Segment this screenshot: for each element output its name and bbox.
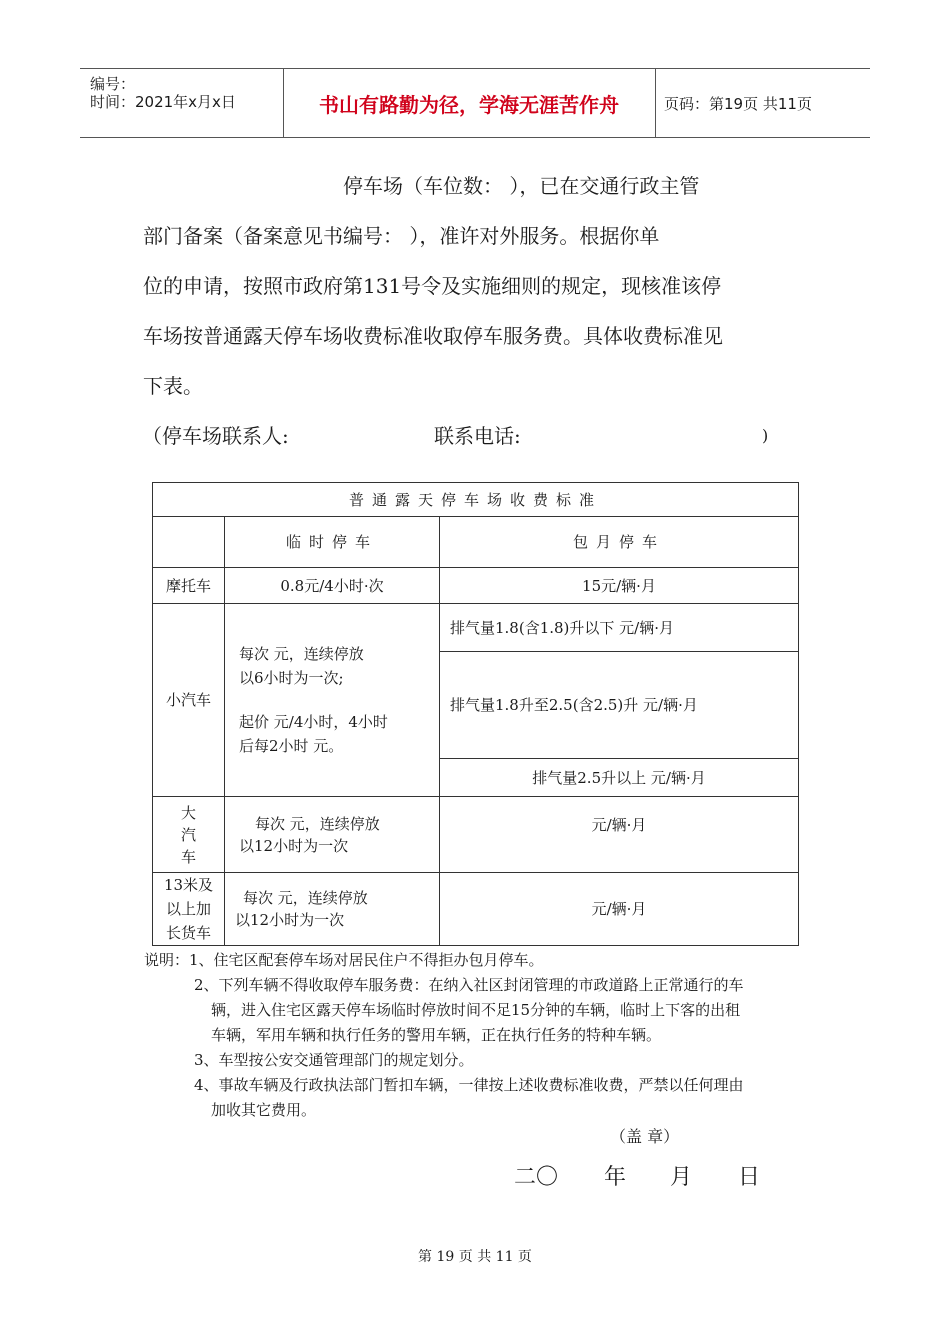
note-2-line-1: 2、下列车辆不得收取停车服务费：在纳入社区封闭管理的市政道路上正常通行的车 (194, 976, 744, 994)
note-4-line-2: 加收其它费用。 (211, 1101, 317, 1119)
truck-label-2: 以上加 (165, 900, 211, 918)
body-line-1: 停车场（车位数： ），已在交通行政主管 (343, 174, 700, 198)
seal-placeholder: （盖 章） (610, 1127, 680, 1146)
document-date: 时间：2021年x月x日 (90, 93, 236, 111)
date-day: 日 (738, 1165, 761, 1190)
bus-label-1: 大 (180, 803, 196, 822)
car-temp-line-4: 后每2小时 元。 (239, 737, 344, 755)
note-4-line-1: 4、事故车辆及行政执法部门暂扣车辆，一律按上述收费标准收费，严禁以任何理由 (194, 1076, 744, 1094)
col-header-temporary: 临时停车 (285, 533, 378, 551)
header-page-info: 页码：第19页 共11页 (664, 94, 812, 113)
motorcycle-temp-fee: 0.8元/4小时·次 (280, 576, 384, 595)
date-month: 月 (670, 1165, 693, 1190)
body-line-4: 车场按普通露天停车场收费标准收取停车服务费。具体收费标准见 (143, 324, 723, 348)
header-slogan: 书山有路勤为径，学海无涯苦作舟 (319, 92, 619, 117)
body-line-5: 下表。 (143, 374, 203, 398)
bus-temp-line-1: 每次 元，连续停放 (255, 814, 380, 833)
truck-monthly-fee: 元/辆·月 (591, 900, 647, 918)
col-header-monthly: 包月停车 (572, 533, 665, 551)
fee-table (152, 482, 799, 946)
truck-label-3: 长货车 (165, 924, 211, 942)
car-monthly-fee-1: 排气量1.8(含1.8)升以下 元/辆·月 (450, 618, 675, 637)
motorcycle-monthly-fee: 15元/辆·月 (582, 576, 656, 595)
car-temp-fee (239, 604, 439, 796)
car-temp-line-1: 每次 元，连续停放 (239, 645, 364, 663)
car-temp-line-3: 起价 元/4小时，4小时 (239, 713, 388, 731)
car-monthly-fee-3: 排气量2.5升以上 元/辆·月 (532, 768, 706, 787)
row-label-motorcycle: 摩托车 (165, 576, 211, 595)
note-1: 说明：1、住宅区配套停车场对居民住户不得拒办包月停车。 (144, 951, 544, 969)
bus-monthly-fee: 元/辆·月 (591, 816, 647, 834)
note-2-line-2: 辆，进入住宅区露天停车场临时停放时间不足15分钟的车辆，临时上下客的出租 (211, 1001, 741, 1019)
body-line-3: 位的申请，按照市政府第131号令及实施细则的规定，现核准该停 (143, 274, 722, 298)
contact-phone-label: 联系电话: (434, 424, 521, 448)
document-number-label: 编号： (90, 75, 136, 93)
row-label-car: 小汽车 (165, 691, 211, 709)
header-meta-cell (80, 69, 284, 137)
row-label-bus (153, 797, 224, 872)
car-temp-line-2: 以6小时为一次; (239, 669, 344, 687)
date-year: 年 (604, 1165, 627, 1190)
bus-temp-line-2: 以12小时为一次 (239, 836, 349, 855)
contact-close-paren: ) (762, 426, 769, 445)
bus-temp-fee (239, 797, 439, 872)
row-label-truck (153, 873, 224, 945)
page-header (80, 68, 870, 138)
truck-temp-line-1: 每次 元，连续停放 (243, 889, 368, 907)
page-footer: 第 19 页 共 11 页 (418, 1249, 532, 1265)
table-title: 普通露天停车场收费标准 (348, 490, 602, 509)
contact-person-label: （停车场联系人: (142, 424, 289, 448)
bus-label-2: 汽 (180, 825, 196, 844)
bus-label-3: 车 (180, 847, 196, 866)
date-prefix: 二〇 (514, 1165, 559, 1190)
header-page-cell (656, 69, 870, 137)
car-monthly-fee-2: 排气量1.8升至2.5(含2.5)升 元/辆·月 (450, 696, 698, 714)
body-line-2: 部门备案（备案意见书编号： ），准许对外服务。根据你单 (143, 224, 660, 248)
note-2-line-3: 车辆，军用车辆和执行任务的警用车辆，正在执行任务的特种车辆。 (211, 1026, 662, 1044)
truck-label-1: 13米及 (163, 876, 214, 894)
header-slogan-cell (283, 69, 656, 137)
note-3: 3、车型按公安交通管理部门的规定划分。 (194, 1051, 474, 1069)
truck-temp-line-2: 以12小时为一次 (235, 911, 345, 929)
truck-temp-fee (235, 873, 439, 945)
